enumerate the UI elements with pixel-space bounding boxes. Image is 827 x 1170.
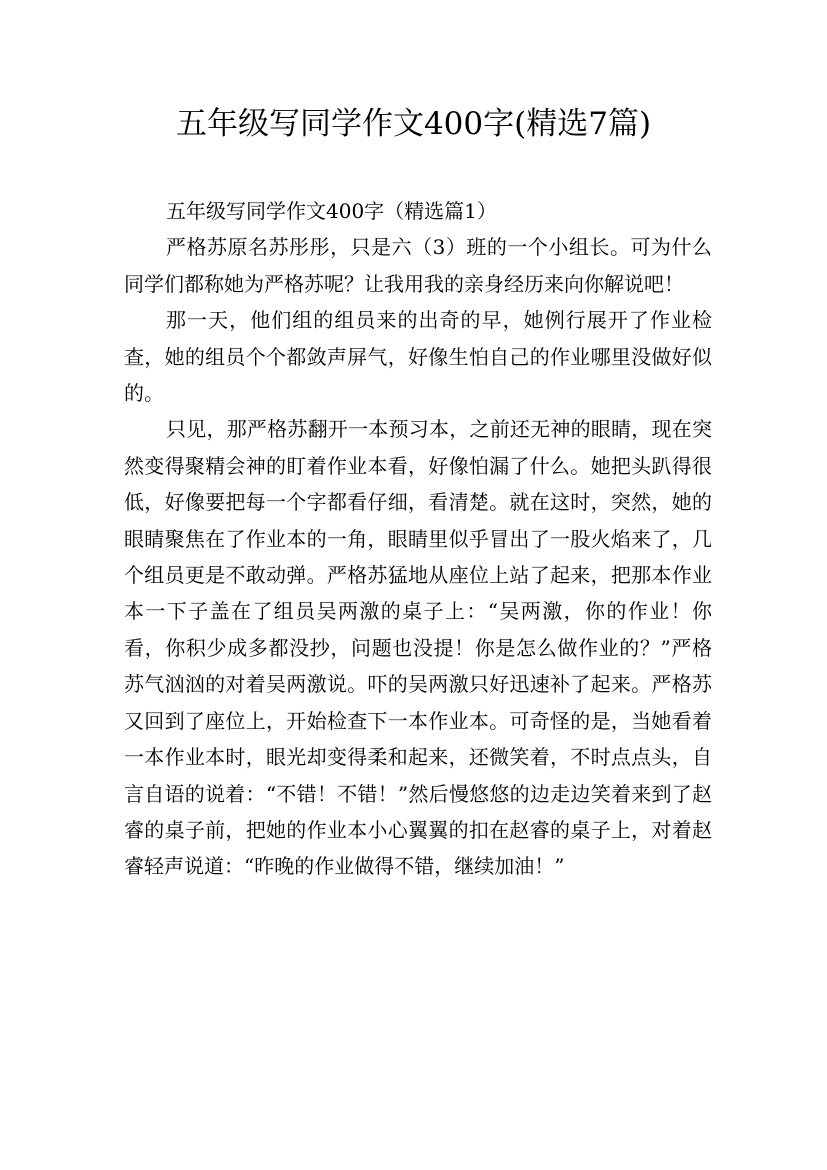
paragraph-2: 那一天，他们组的组员来的出奇的早，她例行展开了作业检查，她的组员个个都敛声屏气，好像生怕自己的作业哪里没做好似的。 xyxy=(124,308,712,406)
section-heading: 五年级写同学作文400字（精选篇1） xyxy=(166,199,497,223)
document-body xyxy=(124,193,712,885)
paragraph-1: 严格苏原名苏彤彤，只是六（3）班的一个小组长。可为什么同学们都称她为严格苏呢？让我用我的亲身经历来向你解说吧！ xyxy=(124,235,712,296)
document-title: 五年级写同学作文400字(精选7篇) xyxy=(175,106,652,142)
paragraph-3: 只见，那严格苏翻开一本预习本，之前还无神的眼睛，现在突然变得聚精会神的盯着作业本看，好像怕漏了什么。她把头趴得很低，好像要把每一个字都看仔细，看清楚。就在这时，突然，她的眼睛聚焦在了作业本的一角，眼睛里似乎冒出了一股火焰来了，几个组员更是不敢动弹。严格苏猛地从座位上站了起来，把那本作业本一下子盖在了组员吴两激的桌子上：“吴两激，你的作业！你看，你积少成多都没抄，问题也没提！你是怎么做作业的？”严格苏气汹汹的对着吴两激说。吓的吴两激只好迅速补了起来。严格苏又回到了座位上，开始检查下一本作业本。可奇怪的是，当她看着一本作业本时，眼光却变得柔和起来，还微笑着，不时点点头，自言自语的说着：“不错！不错！”然后慢悠悠的边走边笑着来到了赵睿的桌子前，把她的作业本小心翼翼的扣在赵睿的桌子上，对着赵睿轻声说道：“昨晚的作业做得不错，继续加油！” xyxy=(124,417,712,879)
